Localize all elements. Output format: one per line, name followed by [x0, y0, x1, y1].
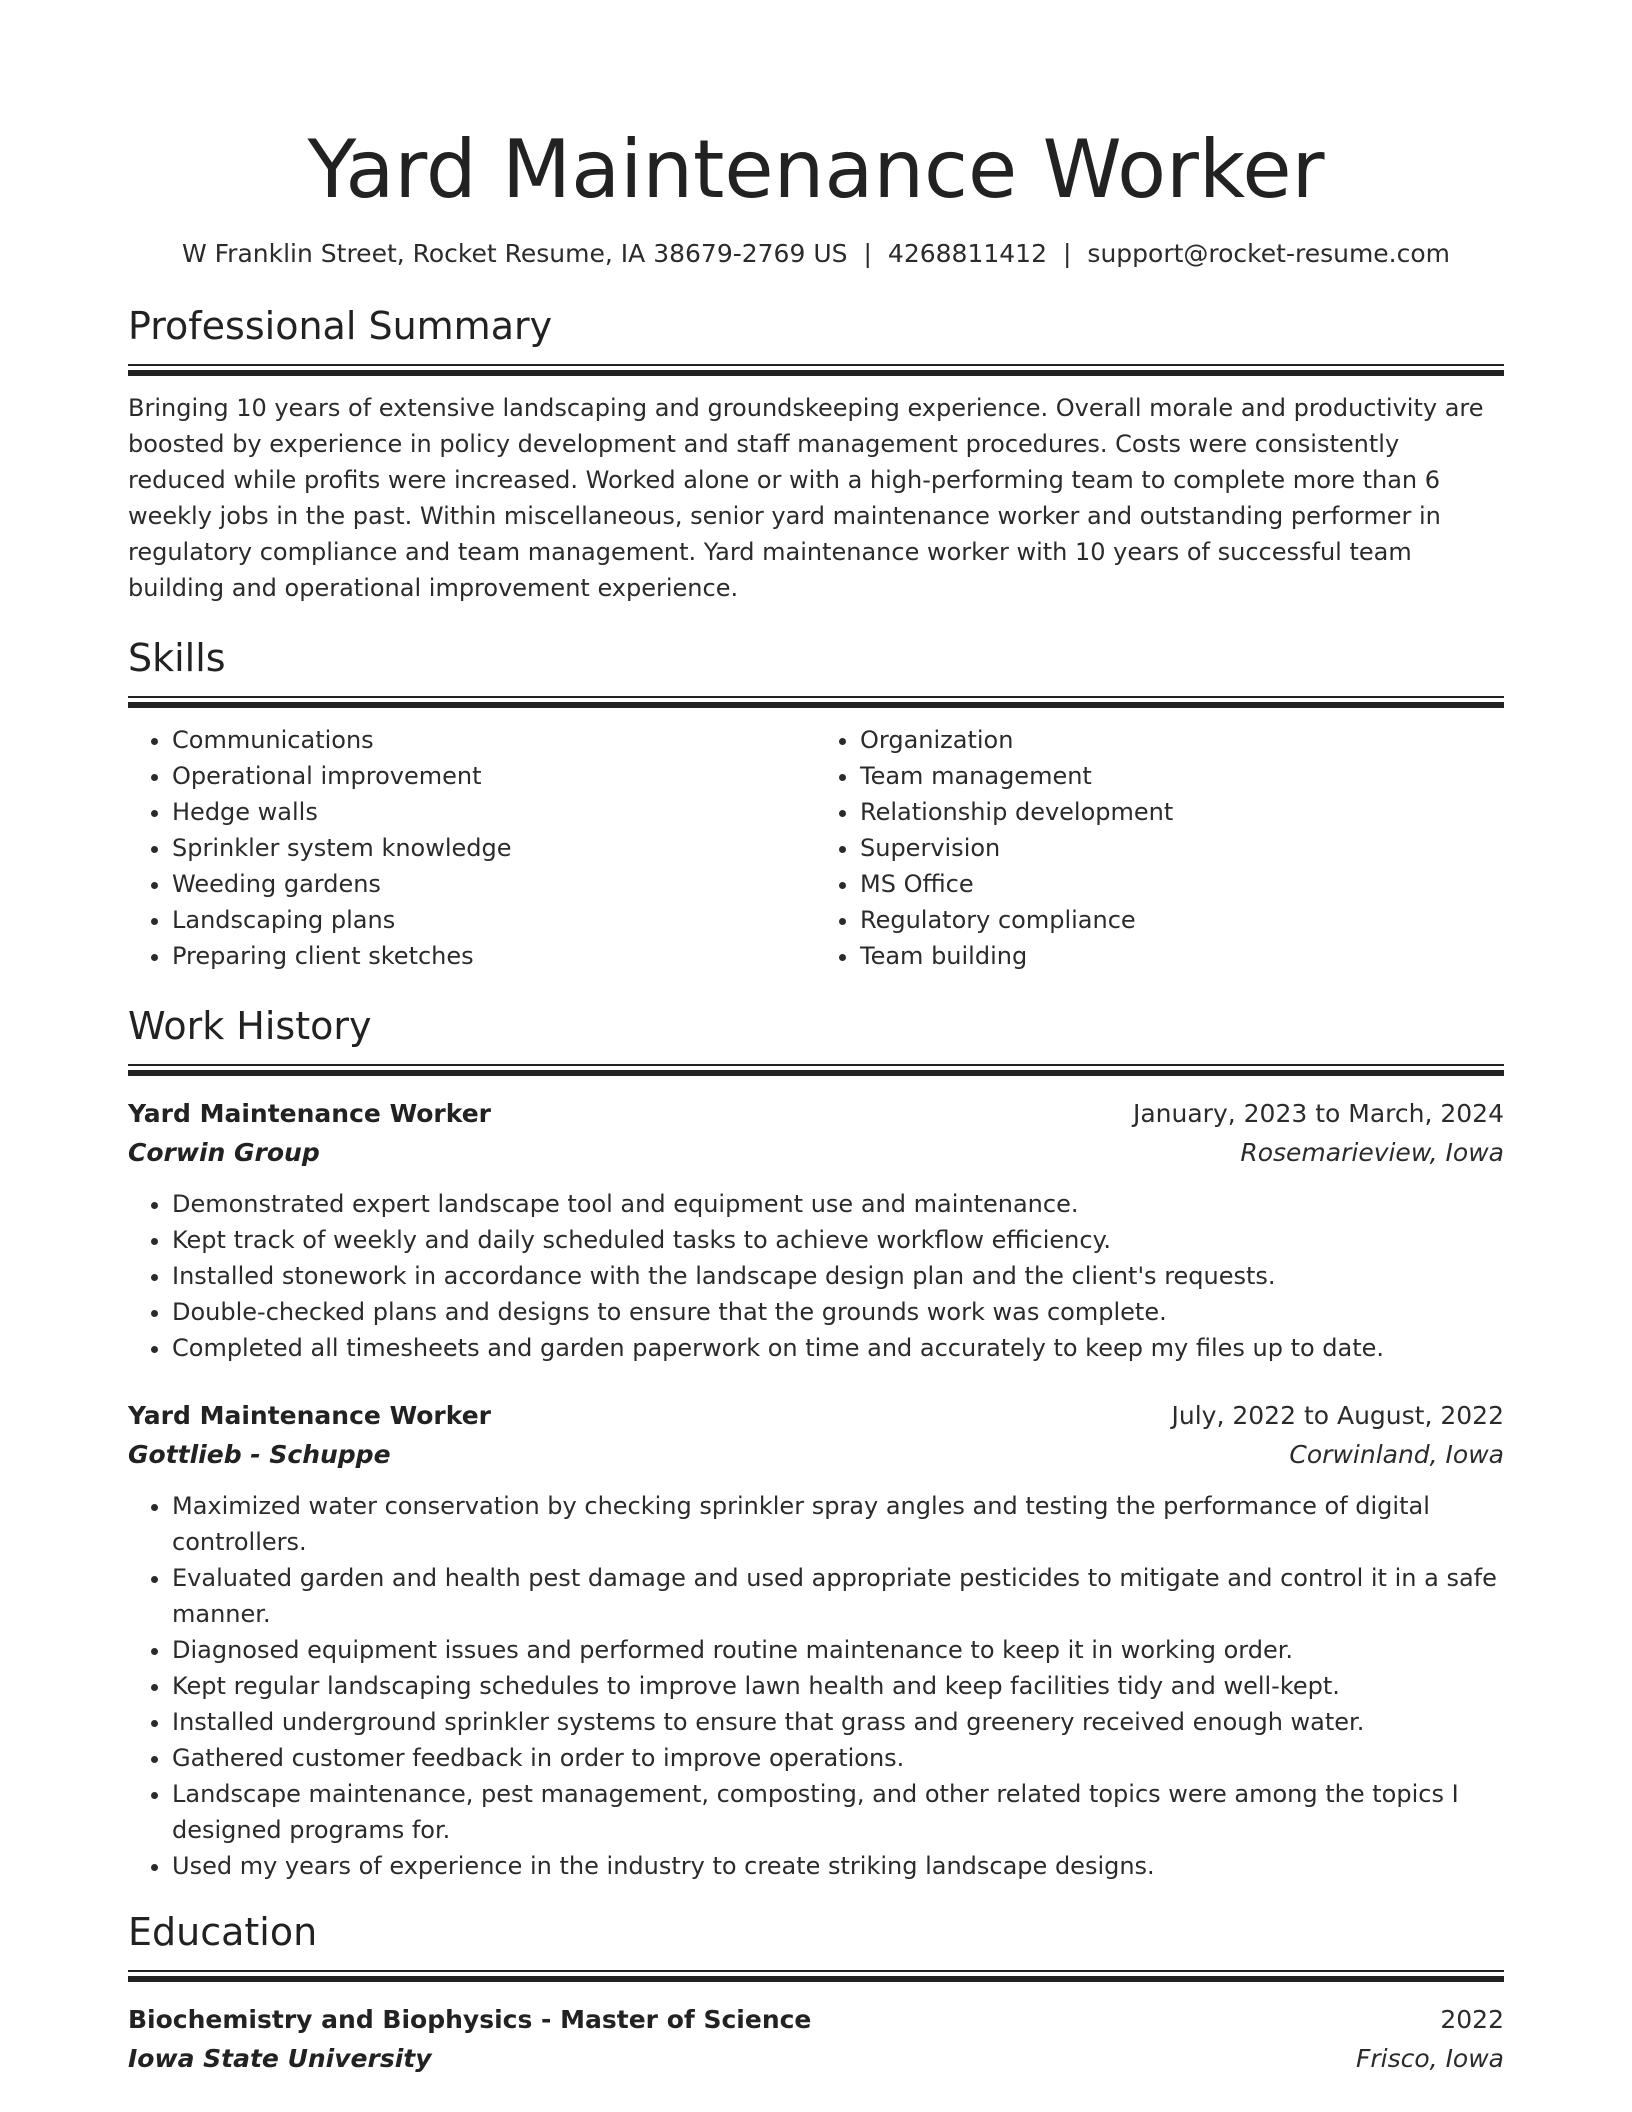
job-header: [128, 1094, 1504, 1133]
job-bullet: • Diagnosed equipment issues and performed routine maintenance to keep it in working order.: [172, 1632, 1504, 1668]
job-bullet: • Installed underground sprinkler systems to ensure that grass and greenery received enough water.: [172, 1704, 1504, 1740]
job-bullet: • Used my years of experience in the industry to create striking landscape designs.: [172, 1848, 1504, 1884]
job-subheader: [128, 1133, 1504, 1172]
job-bullet: • Maximized water conservation by checking sprinkler spray angles and testing the performance of digital controllers.: [172, 1488, 1504, 1560]
job-dates: July, 2022 to August, 2022: [1171, 1401, 1504, 1430]
resume-name: Yard Maintenance Worker: [307, 123, 1325, 216]
summary-section: [128, 302, 1504, 606]
education-entry: [128, 2000, 1504, 2078]
job-subheader: [128, 1435, 1504, 1474]
job-header: [128, 1396, 1504, 1435]
contact-separator: |: [1062, 239, 1072, 268]
education-subheader: [128, 2039, 1504, 2078]
skill-item: • MS Office: [860, 866, 1504, 902]
contact-line: [128, 236, 1504, 272]
contact-address: W Franklin Street, Rocket Resume, IA 38679-2769 US: [181, 239, 848, 268]
job-bullet: • Gathered customer feedback in order to improve operations.: [172, 1740, 1504, 1776]
skill-item: • Operational improvement: [172, 758, 816, 794]
skills-heading: Skills: [128, 636, 226, 680]
skill-item: • Preparing client sketches: [172, 938, 816, 974]
section-divider: [128, 1064, 1504, 1076]
section-divider: [128, 696, 1504, 708]
resume-page: [128, 0, 1504, 2078]
education-header: [128, 2000, 1504, 2039]
skills-columns: [128, 722, 1504, 974]
skill-item: • Relationship development: [860, 794, 1504, 830]
education-location: Frisco, Iowa: [1356, 2044, 1504, 2073]
section-divider: [128, 364, 1504, 376]
job-bullet: • Demonstrated expert landscape tool and equipment use and maintenance.: [172, 1186, 1504, 1222]
job-title: Yard Maintenance Worker: [128, 1401, 492, 1430]
skills-section: [128, 634, 1504, 974]
summary-heading: Professional Summary: [128, 304, 553, 348]
job-entry: [128, 1094, 1504, 1366]
job-location: Corwinland, Iowa: [1289, 1440, 1504, 1469]
skill-item: • Hedge walls: [172, 794, 816, 830]
skills-right-list: [816, 722, 1504, 974]
skill-item: • Team management: [860, 758, 1504, 794]
education-school: Iowa State University: [128, 2044, 432, 2073]
job-bullet: • Kept track of weekly and daily scheduled tasks to achieve workflow efficiency.: [172, 1222, 1504, 1258]
contact-email: support@rocket-resume.com: [1087, 239, 1451, 268]
contact-phone: 4268811412: [887, 239, 1047, 268]
skills-left-list: [128, 722, 816, 974]
job-bullet: • Installed stonework in accordance with the landscape design plan and the client's requests.: [172, 1258, 1504, 1294]
education-degree: Biochemistry and Biophysics - Master of Science: [128, 2005, 812, 2034]
skill-item: • Weeding gardens: [172, 866, 816, 902]
job-bullet: • Kept regular landscaping schedules to improve lawn health and keep facilities tidy and well-kept.: [172, 1668, 1504, 1704]
skill-item: • Regulatory compliance: [860, 902, 1504, 938]
job-company: Gottlieb - Schuppe: [128, 1440, 391, 1469]
education-heading: Education: [128, 1910, 318, 1954]
job-dates: January, 2023 to March, 2024: [1132, 1099, 1504, 1128]
job-title: Yard Maintenance Worker: [128, 1099, 492, 1128]
skill-item: • Landscaping plans: [172, 902, 816, 938]
job-bullets: [128, 1186, 1504, 1366]
summary-text: Bringing 10 years of extensive landscaping and groundskeeping experience. Overall morale and productivity are boosted by experience in policy development and staff management procedures. Costs were consistently reduced while profits were increased. Worked alone or with a high-performing team to complete more than 6 weekly jobs in the past. Within miscellaneous, senior yard maintenance worker and outstanding performer in regulatory compliance and team management. Yard maintenance worker with 10 years of successful team building and operational improvement experience.: [128, 394, 1484, 602]
education-section: [128, 1908, 1504, 2078]
job-bullet: • Landscape maintenance, pest management, composting, and other related topics were among the topics I designed programs for.: [172, 1776, 1504, 1848]
job-bullet: • Completed all timesheets and garden paperwork on time and accurately to keep my files up to date.: [172, 1330, 1504, 1366]
work-history-section: [128, 1002, 1504, 1884]
education-year: 2022: [1440, 2005, 1504, 2034]
skill-item: • Communications: [172, 722, 816, 758]
job-location: Rosemarieview, Iowa: [1240, 1138, 1504, 1167]
skill-item: • Organization: [860, 722, 1504, 758]
job-company: Corwin Group: [128, 1138, 320, 1167]
job-bullets: [128, 1488, 1504, 1884]
contact-separator: |: [863, 239, 872, 268]
skill-item: • Team building: [860, 938, 1504, 974]
job-entry: [128, 1396, 1504, 1884]
job-bullet: • Double-checked plans and designs to ensure that the grounds work was complete.: [172, 1294, 1504, 1330]
skill-item: • Sprinkler system knowledge: [172, 830, 816, 866]
work-history-heading: Work History: [128, 1004, 372, 1048]
job-bullet: • Evaluated garden and health pest damage and used appropriate pesticides to mitigate and control it in a safe manner.: [172, 1560, 1504, 1632]
skill-item: • Supervision: [860, 830, 1504, 866]
section-divider: [128, 1970, 1504, 1982]
